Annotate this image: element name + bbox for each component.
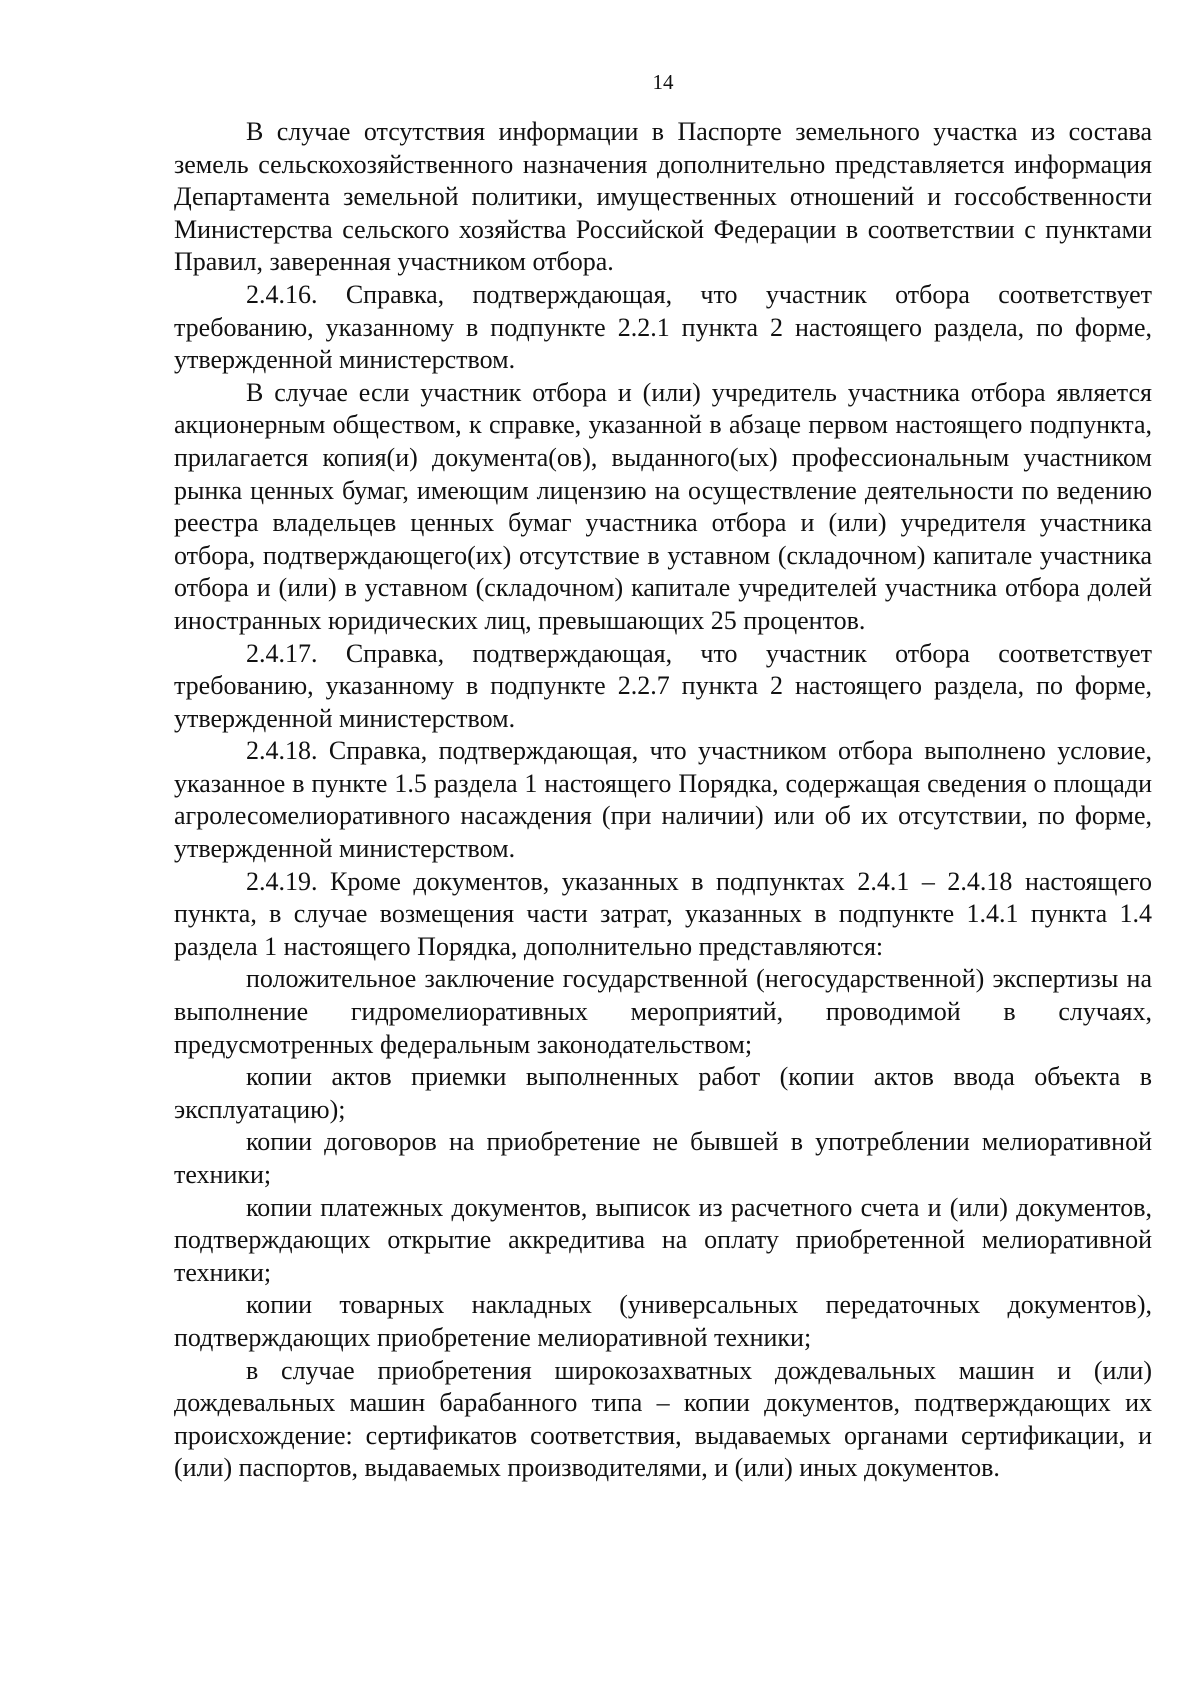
paragraph: копии договоров на приобретение не бывшей в употреблении мелиоративной техники; bbox=[174, 1127, 1152, 1189]
paragraph: 2.4.18. Справка, подтверждающая, что участником отбора выполнено условие, указанное в пункте 1.5 раздела 1 настоящего Порядка, содержащая сведения о площади агролесомелиоративного насаждения (при наличии) или об их отсутствии, по форме, утвержденной министерством. bbox=[174, 736, 1152, 864]
document-body bbox=[174, 116, 1152, 1485]
paragraph: положительное заключение государственной (негосударственной) экспертизы на выполнение гидромелиоративных мероприятий, проводимой в случаях, предусмотренных федеральным законодательством; bbox=[174, 964, 1152, 1059]
paragraph: В случае если участник отбора и (или) учредитель участника отбора является акционерным обществом, к справке, указанной в абзаце первом настоящего подпункта, прилагается копия(и) документа(ов), выданного(ых) профессиональным участником рынка ценных бумаг, имеющим лицензию на осуществление деятельности по ведению реестра владельцев ценных бумаг участника отбора и (или) учредителя участника отбора, подтверждающего(их) отсутствие в уставном (складочном) капитале участника отбора и (или) в уставном (складочном) капитале учредителей участника отбора долей иностранных юридических лиц, превышающих 25 процентов. bbox=[174, 377, 1152, 635]
paragraph: В случае отсутствия информации в Паспорте земельного участка из состава земель сельскохозяйственного назначения дополнительно представляется информация Департамента земельной политики, имущественных отношений и госсобственности Министерства сельского хозяйства Российской Федерации в соответствии с пунктами Правил, заверенная участником отбора. bbox=[174, 117, 1152, 277]
document-page bbox=[174, 0, 1152, 1698]
paragraph: 2.4.17. Справка, подтверждающая, что участник отбора соответствует требованию, указанному в подпункте 2.2.7 пункта 2 настоящего раздела, по форме, утвержденной министерством. bbox=[174, 638, 1152, 733]
paragraph: в случае приобретения широкозахватных дождевальных машин и (или) дождевальных машин барабанного типа – копии документов, подтверждающих их происхождение: сертификатов соответствия, выдаваемых органами сертификации, и (или) паспортов, выдаваемых производителями, и (или) иных документов. bbox=[174, 1355, 1152, 1483]
paragraph: 2.4.19. Кроме документов, указанных в подпунктах 2.4.1 – 2.4.18 настоящего пункта, в случае возмещения части затрат, указанных в подпункте 1.4.1 пункта 1.4 раздела 1 настоящего Порядка, дополнительно представляются: bbox=[174, 866, 1152, 961]
page-number: 14 bbox=[652, 70, 674, 94]
paragraph: копии платежных документов, выписок из расчетного счета и (или) документов, подтверждающих открытие аккредитива на оплату приобретенной мелиоративной техники; bbox=[174, 1192, 1152, 1287]
paragraph: 2.4.16. Справка, подтверждающая, что участник отбора соответствует требованию, указанному в подпункте 2.2.1 пункта 2 настоящего раздела, по форме, утвержденной министерством. bbox=[174, 279, 1152, 375]
paragraph: копии актов приемки выполненных работ (копии актов ввода объекта в эксплуатацию); bbox=[174, 1062, 1152, 1124]
paragraph: копии товарных накладных (универсальных передаточных документов), подтверждающих приобретение мелиоративной техники; bbox=[174, 1290, 1152, 1352]
